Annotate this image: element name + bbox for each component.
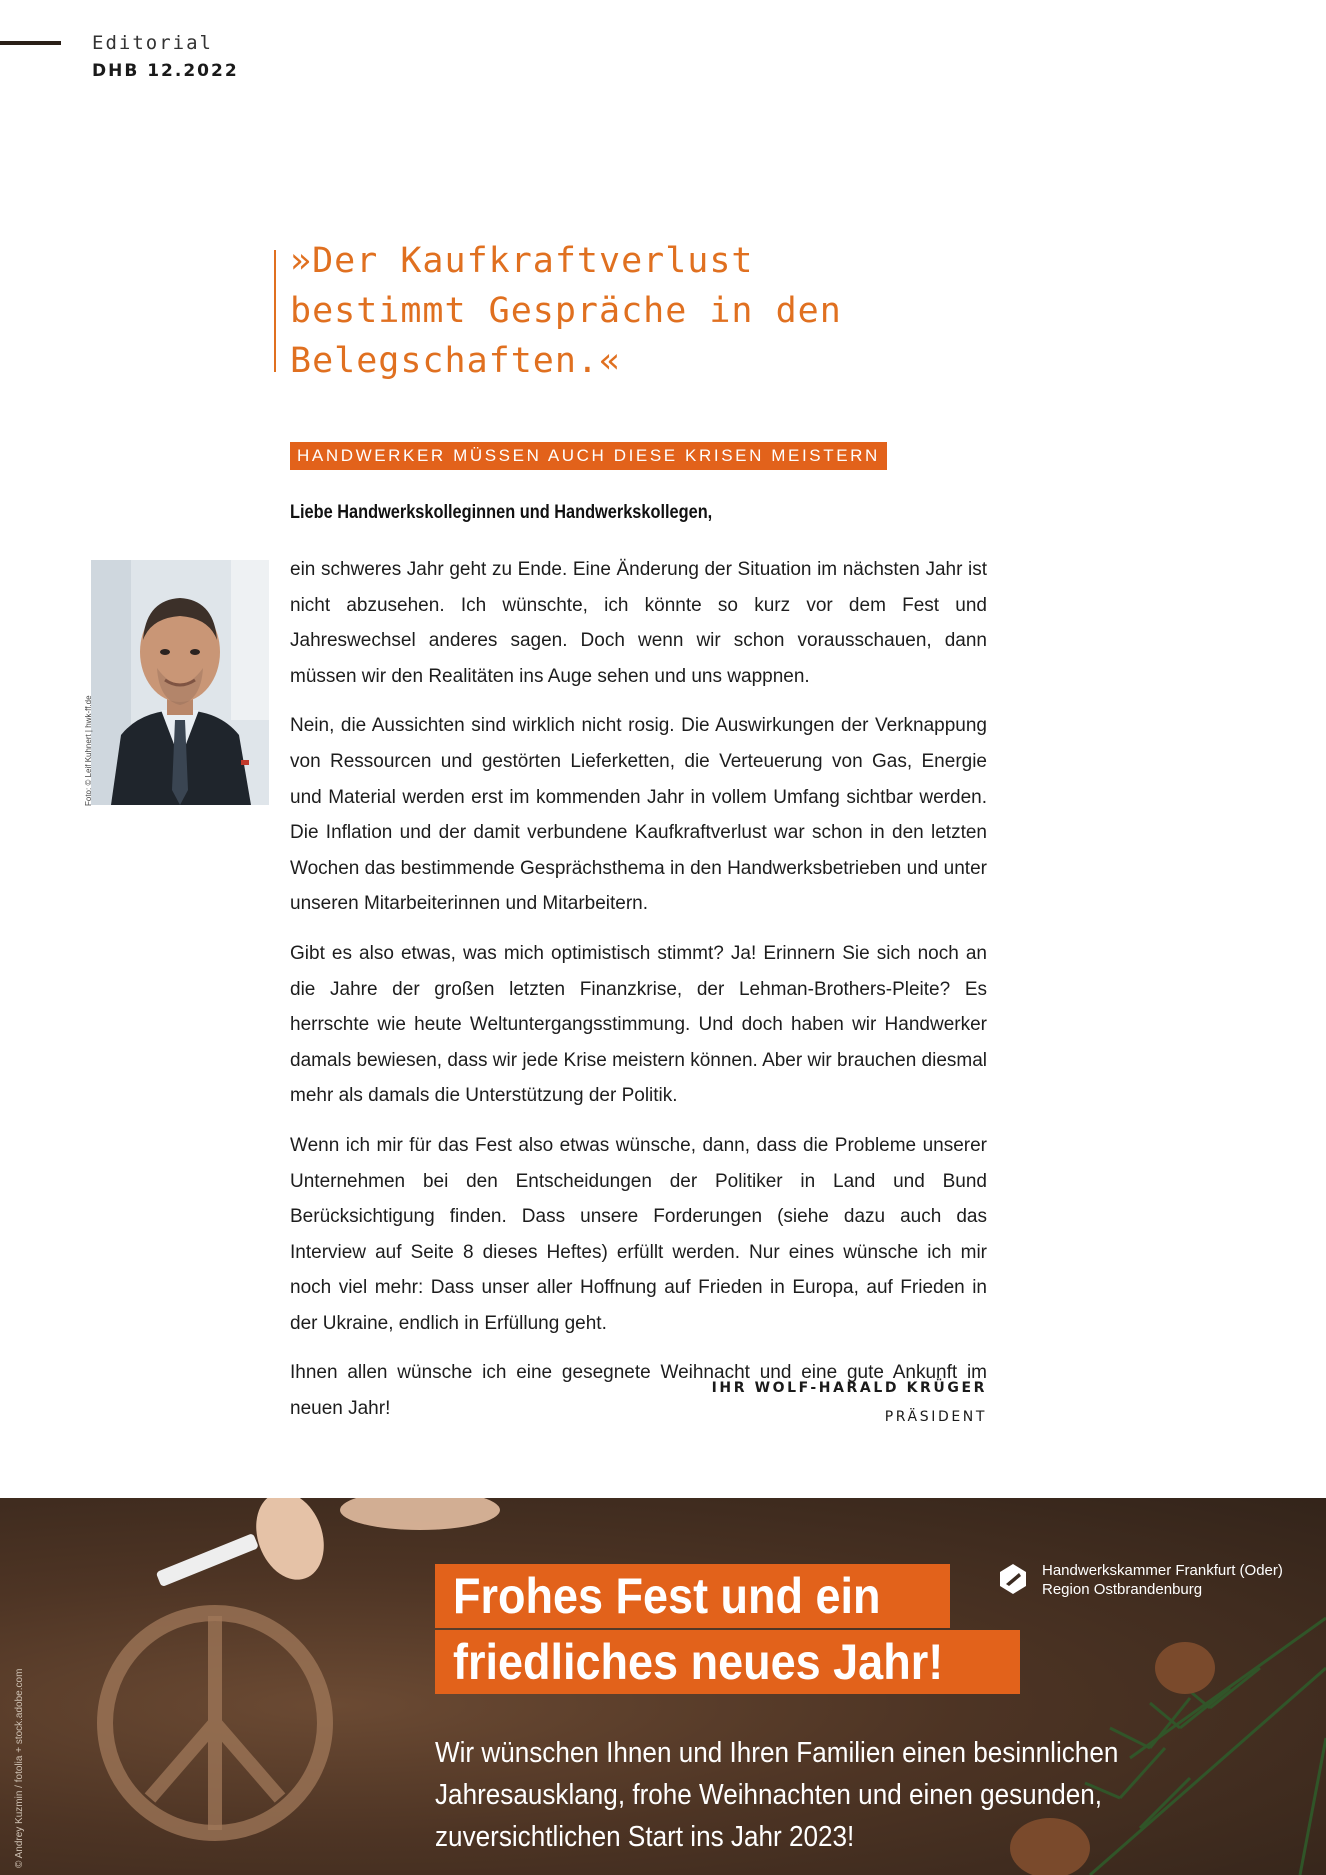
editorial-body bbox=[290, 552, 987, 1441]
org-name bbox=[1042, 1561, 1283, 1599]
banner-headline-line1: Frohes Fest und ein bbox=[435, 1564, 950, 1628]
author-portrait bbox=[91, 560, 269, 805]
photo-credit: Foto: © Leif Kuhnert | hwk-ff.de bbox=[84, 695, 93, 806]
org-name-line2: Region Ostbrandenburg bbox=[1042, 1581, 1203, 1598]
paragraph: Gibt es also etwas, was mich optimistisch stimmt? Ja! Erinnern Sie sich noch an die Jahre der großen letzten Finanzkrise, der Lehman-Brothers-Pleite? Es herrschte wie heute Weltuntergangsstimmung. Und doch haben wir Handwerker damals bewiesen, dass wir jede Krise meistern können. Aber wir brauchen diesmal mehr als damals die Unterstützung der Politik. bbox=[290, 942, 988, 1107]
banner-photo-credit: © Andrey Kuzmin / fotolia + stock.adobe.com bbox=[14, 1668, 25, 1868]
header-rule bbox=[0, 41, 61, 45]
holiday-banner bbox=[0, 1498, 1326, 1875]
kicker-label: HANDWERKER MÜSSEN AUCH DIESE KRISEN MEISTERN bbox=[290, 442, 887, 470]
portrait-illustration bbox=[91, 560, 269, 805]
salutation: Liebe Handwerkskolleginnen und Handwerkskollegen, bbox=[290, 502, 713, 523]
paragraph: ein schweres Jahr geht zu Ende. Eine Änderung der Situation im nächsten Jahr ist nicht abzusehen. Ich wünschte, ich könnte so kurz vor dem Fest und Jahreswechsel anderes sagen. Doch wenn wir schon vorausschauen, dann müssen wir den Realitäten ins Auge sehen und uns wappnen. bbox=[290, 559, 987, 687]
signature-title: PRÄSIDENT bbox=[884, 1409, 987, 1425]
handwerkskammer-logo-icon bbox=[997, 1563, 1029, 1595]
section-label: Editorial bbox=[92, 32, 213, 54]
paragraph: Ihnen allen wünsche ich eine gesegnete Weihnacht und eine gute Ankunft im neuen Jahr! bbox=[290, 1362, 987, 1420]
paragraph: Wenn ich mir für das Fest also etwas wünsche, dann, dass die Probleme unserer Unternehmen bei den Entscheidungen der Politiker in Land und Bund Berücksichtigung finden. Dass unsere Forderungen (siehe dazu auch das Interview auf Seite 8 dieses Heftes) erfüllt werden. Nur eines wünsche ich mir noch viel mehr: Dass unser aller Hoffnung auf Frieden in Europa, auf Frieden in der Ukraine, endlich in Erfüllung geht. bbox=[290, 1134, 987, 1334]
banner-headline-line2: friedliches neues Jahr! bbox=[435, 1630, 1020, 1694]
issue-label: DHB 12.2022 bbox=[92, 61, 239, 81]
signature-name: IHR WOLF-HARALD KRÜGER bbox=[711, 1380, 987, 1396]
paragraph: Nein, die Aussichten sind wirklich nicht rosig. Die Auswirkungen der Verknappung von Ressourcen und gestörten Lieferketten, die Verteuerung von Gas, Energie und Material werden erst im kommenden Jahr in vollem Umfang sichtbar werden. Die Inflation und der damit verbundene Kaufkraftverlust war schon in den letzten Wochen das bestimmende Gesprächsthema in den Handwerksbetrieben und unter unseren Mitarbeiterinnen und Mitarbeitern. bbox=[290, 715, 987, 915]
org-name-line1: Handwerkskammer Frankfurt (Oder) bbox=[1042, 1562, 1283, 1579]
banner-subtext: Wir wünschen Ihnen und Ihren Familien einen besinnlichen Jahresausklang, frohe Weihnachten und einen gesunden, zuversichtlichen Start ins Jahr 2023! bbox=[435, 1737, 1119, 1853]
pull-quote: »Der Kaufkraftverlust bestimmt Gespräche in den Belegschaften.« bbox=[290, 241, 842, 381]
quote-bar bbox=[274, 250, 276, 372]
